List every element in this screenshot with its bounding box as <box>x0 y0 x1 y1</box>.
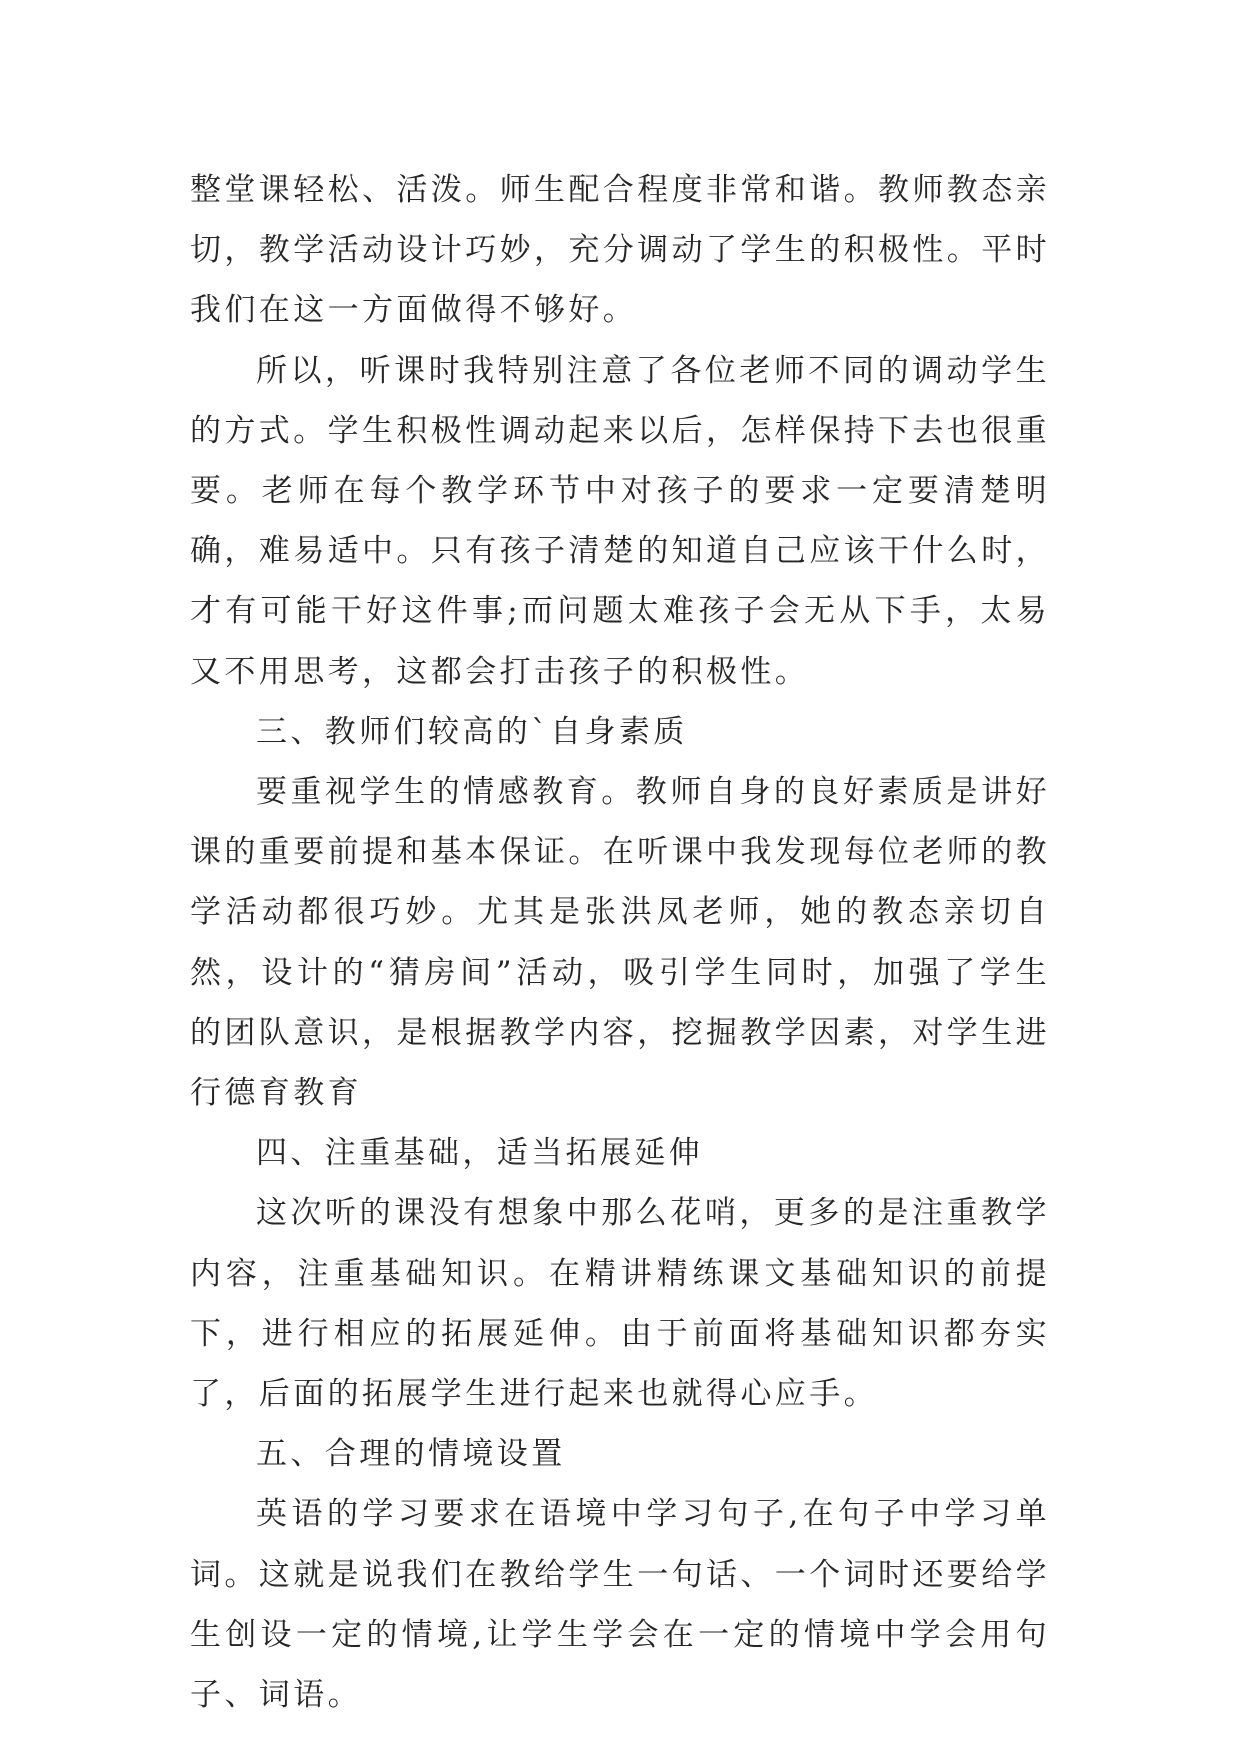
paragraph-teacher-quality: 要重视学生的情感教育。教师自身的良好素质是讲好课的重要前提和基本保证。在听课中我发现每位老师的教学活动都很巧妙。尤其是张洪凤老师，她的教态亲切自然，设计的“猜房间”活动，吸引学生同时，加强了学生的团队意识，是根据教学内容，挖掘教学因素，对学生进行德育教育 <box>190 774 1050 1112</box>
section-heading-3: 三、教师们较高的`自身素质 <box>256 713 688 750</box>
section-heading-5: 五、合理的情境设置 <box>256 1436 566 1473</box>
paragraph-motivation: 所以，听课时我特别注意了各位老师不同的调动学生的方式。学生积极性调动起来以后，怎样保持下去也很重要。老师在每个教学环节中对孩子的要求一定要清楚明确，难易适中。只有孩子清楚的知道自己应该干什么时，才有可能干好这件事;而问题太难孩子会无从下手，太易又不用思考，这都会打击孩子的积极性。 <box>190 352 1050 690</box>
paragraph-context: 英语的学习要求在语境中学习句子,在句子中学习单词。这就是说我们在教给学生一句话、一个词时还要给学生创设一定的情境,让学生学会在一定的情境中学会用句子、词语。 <box>190 1496 1050 1714</box>
paragraph-intro: 整堂课轻松、活泼。师生配合程度非常和谐。教师教态亲切，教学活动设计巧妙，充分调动了学生的积极性。平时我们在这一方面做得不够好。 <box>190 172 1050 329</box>
paragraph-foundation: 这次听的课没有想象中那么花哨，更多的是注重教学内容，注重基础知识。在精讲精练课文基础知识的前提下，进行相应的拓展延伸。由于前面将基础知识都夯实了，后面的拓展学生进行起来也就得心应手。 <box>190 1195 1050 1413</box>
document-body <box>190 160 1050 1725</box>
section-heading-4: 四、注重基础，适当拓展延伸 <box>256 1135 704 1172</box>
